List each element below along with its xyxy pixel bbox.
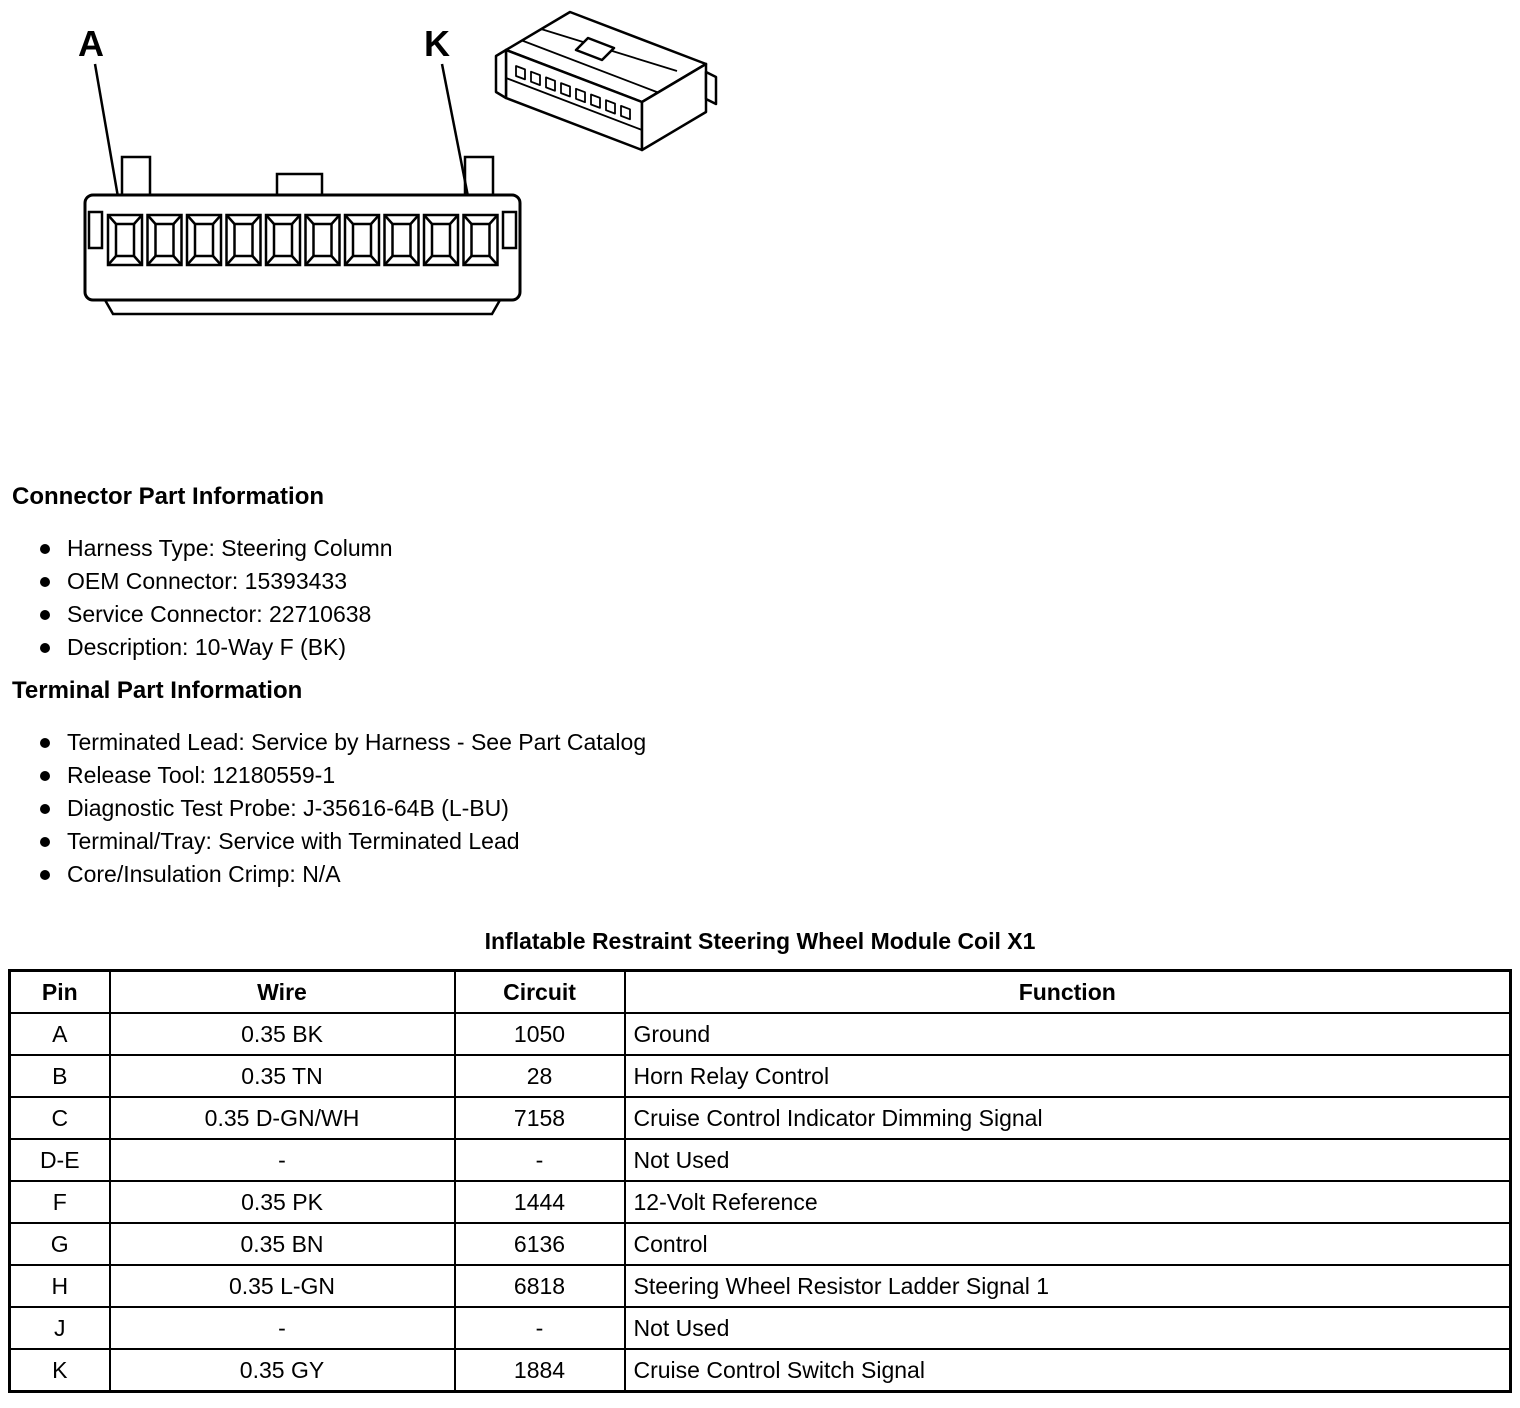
function-cell: Steering Wheel Resistor Ladder Signal 1 [625,1265,1511,1307]
function-cell: Horn Relay Control [625,1055,1511,1097]
column-header-wire: Wire [110,971,455,1014]
list-item-text: Release Tool: 12180559-1 [67,762,336,788]
circuit-cell: 6818 [455,1265,625,1307]
table-row [10,1223,1511,1265]
pin-cell: D-E [10,1139,110,1181]
wire-cell: - [110,1139,455,1181]
terminal-part-info-list [0,726,1520,891]
function-cell: Not Used [625,1139,1511,1181]
list-item-text: OEM Connector: 15393433 [67,568,348,594]
terminal-part-info-section [0,664,1520,891]
table-row [10,1013,1511,1055]
column-header-circuit: Circuit [455,971,625,1014]
column-header-function: Function [625,971,1511,1014]
list-item [0,792,1520,825]
circuit-cell: 7158 [455,1097,625,1139]
connector-part-info-section [0,462,1520,664]
function-cell: Control [625,1223,1511,1265]
list-item [0,598,1520,631]
table-title: Inflatable Restraint Steering Wheel Module Coil X1 [484,928,1036,954]
function-cell: Cruise Control Switch Signal [625,1349,1511,1392]
terminal-part-info-heading: Terminal Part Information [12,677,303,704]
table-header-row [10,971,1511,1014]
pin-cell: B [10,1055,110,1097]
wire-cell: 0.35 L-GN [110,1265,455,1307]
table-row [10,1055,1511,1097]
bullet-icon [40,738,50,748]
function-cell: Not Used [625,1307,1511,1349]
pin-a-label: A [78,23,104,64]
list-item-text: Harness Type: Steering Column [67,535,393,561]
connector-diagram [0,0,1520,462]
circuit-cell: 1050 [455,1013,625,1055]
list-item [0,759,1520,792]
pin-cell: G [10,1223,110,1265]
wire-cell: 0.35 TN [110,1055,455,1097]
table-row [10,1139,1511,1181]
circuit-cell: 6136 [455,1223,625,1265]
pin-cell: J [10,1307,110,1349]
list-item [0,726,1520,759]
circuit-cell: - [455,1307,625,1349]
list-item-text: Diagnostic Test Probe: J-35616-64B (L-BU) [67,795,509,821]
table-row [10,1265,1511,1307]
pin-k-label: K [424,23,450,64]
pin-cell: F [10,1181,110,1223]
pin-cell: K [10,1349,110,1392]
bullet-icon [40,577,50,587]
list-item-text: Service Connector: 22710638 [67,601,372,627]
wire-cell: 0.35 D-GN/WH [110,1097,455,1139]
circuit-cell: 28 [455,1055,625,1097]
bullet-icon [40,771,50,781]
bullet-icon [40,643,50,653]
list-item [0,532,1520,565]
wire-cell: 0.35 BK [110,1013,455,1055]
connector-part-info-list [0,532,1520,664]
wire-cell: 0.35 BN [110,1223,455,1265]
function-cell: 12-Volt Reference [625,1181,1511,1223]
bullet-icon [40,837,50,847]
list-item-text: Description: 10-Way F (BK) [67,634,347,660]
list-item [0,858,1520,891]
pin-cell: C [10,1097,110,1139]
table-row [10,1307,1511,1349]
wire-cell: - [110,1307,455,1349]
function-cell: Ground [625,1013,1511,1055]
connector-isometric-view [496,12,716,150]
table-row [10,1349,1511,1392]
bullet-icon [40,610,50,620]
bullet-icon [40,870,50,880]
column-header-pin: Pin [10,971,110,1014]
bullet-icon [40,804,50,814]
wire-cell: 0.35 PK [110,1181,455,1223]
function-cell: Cruise Control Indicator Dimming Signal [625,1097,1511,1139]
list-item [0,825,1520,858]
pinout-table [8,969,1512,1393]
list-item [0,565,1520,598]
connector-part-info-heading: Connector Part Information [12,483,325,510]
connector-diagram-svg [0,0,760,340]
wire-cell: 0.35 GY [110,1349,455,1392]
circuit-cell: - [455,1139,625,1181]
list-item-text: Terminal/Tray: Service with Terminated Lead [67,828,520,854]
circuit-cell: 1884 [455,1349,625,1392]
list-item [0,631,1520,664]
table-row [10,1097,1511,1139]
list-item-text: Core/Insulation Crimp: N/A [67,861,341,887]
pin-cell: A [10,1013,110,1055]
pin-cell: H [10,1265,110,1307]
table-row [10,1181,1511,1223]
bullet-icon [40,544,50,554]
list-item-text: Terminated Lead: Service by Harness - See Part Catalog [67,729,647,755]
circuit-cell: 1444 [455,1181,625,1223]
